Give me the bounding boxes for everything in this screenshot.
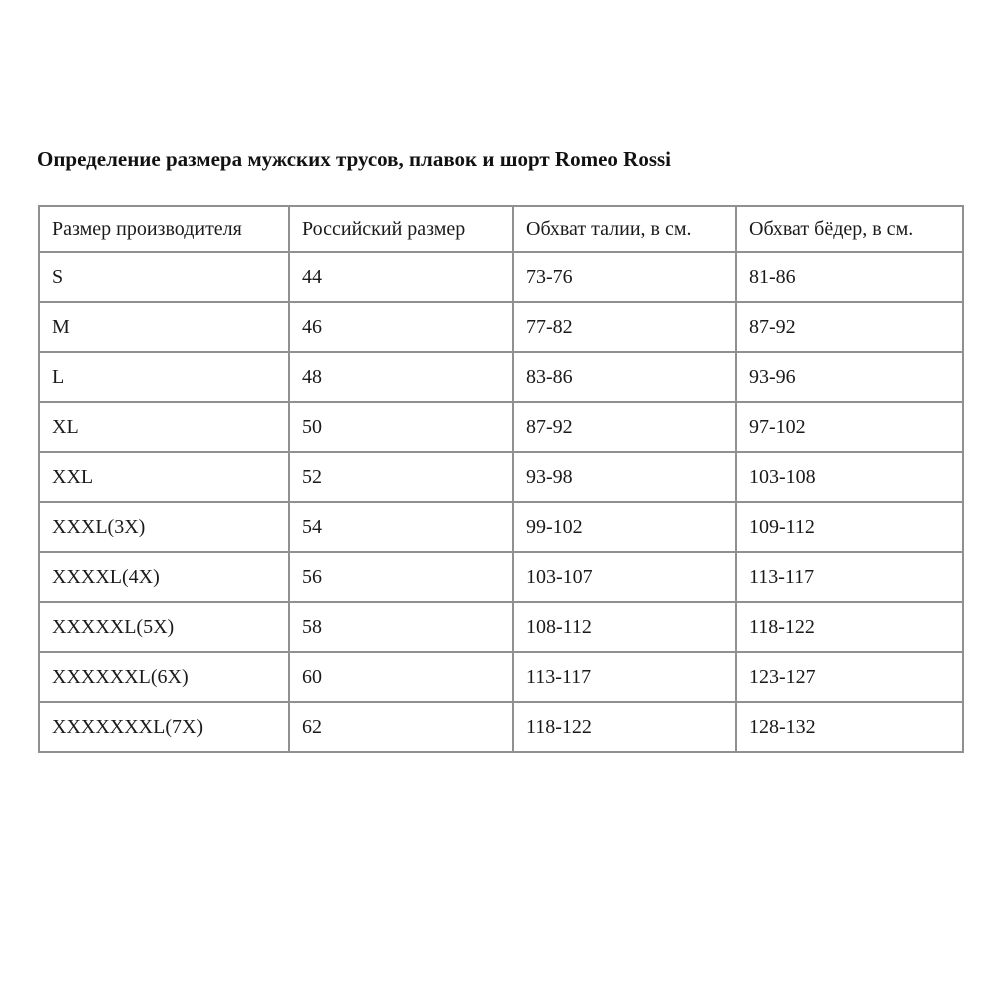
table-header-row [39,206,963,252]
cell-manufacturer-size: M [39,302,289,352]
cell-hips-cm: 118-122 [736,602,963,652]
cell-waist-cm: 87-92 [513,402,736,452]
cell-russian-size: 46 [289,302,513,352]
cell-russian-size: 52 [289,452,513,502]
table-row [39,302,963,352]
table-row [39,702,963,752]
cell-waist-cm: 93-98 [513,452,736,502]
cell-waist-cm: 113-117 [513,652,736,702]
cell-manufacturer-size: S [39,252,289,302]
table-row [39,502,963,552]
cell-manufacturer-size: XXXXXL(5X) [39,602,289,652]
cell-hips-cm: 93-96 [736,352,963,402]
cell-waist-cm: 83-86 [513,352,736,402]
cell-russian-size: 60 [289,652,513,702]
cell-hips-cm: 97-102 [736,402,963,452]
cell-waist-cm: 73-76 [513,252,736,302]
cell-waist-cm: 77-82 [513,302,736,352]
header-manufacturer-size: Размер производителя [39,206,289,252]
cell-waist-cm: 99-102 [513,502,736,552]
header-waist-cm: Обхват талии, в см. [513,206,736,252]
cell-russian-size: 44 [289,252,513,302]
cell-russian-size: 50 [289,402,513,452]
table-row [39,402,963,452]
cell-manufacturer-size: L [39,352,289,402]
cell-manufacturer-size: XXXXXXL(6X) [39,652,289,702]
cell-waist-cm: 118-122 [513,702,736,752]
cell-hips-cm: 113-117 [736,552,963,602]
table-row [39,602,963,652]
cell-hips-cm: 103-108 [736,452,963,502]
cell-russian-size: 48 [289,352,513,402]
cell-manufacturer-size: XXXL(3X) [39,502,289,552]
cell-russian-size: 56 [289,552,513,602]
cell-russian-size: 54 [289,502,513,552]
cell-hips-cm: 123-127 [736,652,963,702]
cell-russian-size: 58 [289,602,513,652]
cell-hips-cm: 81-86 [736,252,963,302]
header-russian-size: Российский размер [289,206,513,252]
cell-russian-size: 62 [289,702,513,752]
cell-manufacturer-size: XXXXL(4X) [39,552,289,602]
table-row [39,652,963,702]
page-title: Определение размера мужских трусов, плавок и шорт Romeo Rossi [37,147,672,171]
cell-waist-cm: 103-107 [513,552,736,602]
cell-hips-cm: 128-132 [736,702,963,752]
cell-manufacturer-size: XL [39,402,289,452]
size-table [38,205,964,753]
table-row [39,352,963,402]
cell-manufacturer-size: XXL [39,452,289,502]
cell-waist-cm: 108-112 [513,602,736,652]
table-row [39,252,963,302]
table-row [39,552,963,602]
header-hips-cm: Обхват бёдер, в см. [736,206,963,252]
cell-hips-cm: 87-92 [736,302,963,352]
cell-manufacturer-size: XXXXXXXL(7X) [39,702,289,752]
table-row [39,452,963,502]
cell-hips-cm: 109-112 [736,502,963,552]
